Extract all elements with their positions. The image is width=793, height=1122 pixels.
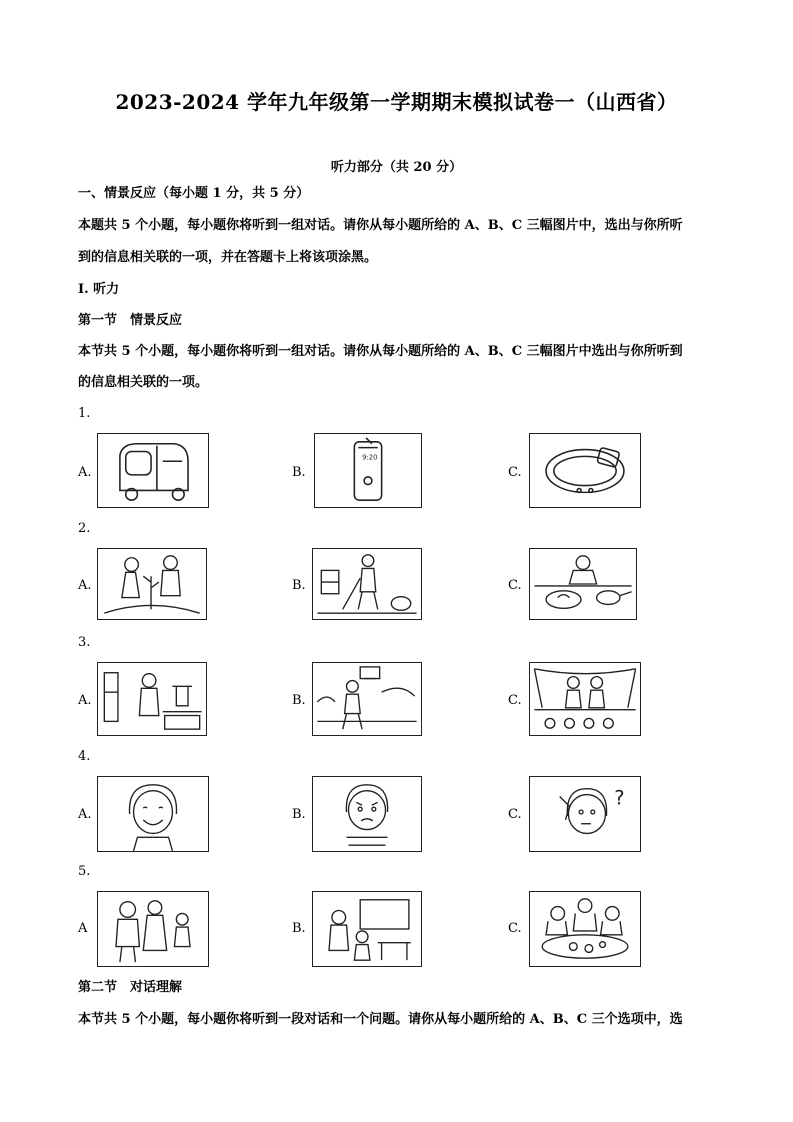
angry-girl-icon[interactable] — [312, 776, 422, 852]
smart-watch-icon[interactable] — [529, 433, 641, 508]
option-label: A. — [78, 578, 92, 593]
option-label: C. — [508, 921, 522, 936]
basketball-icon[interactable] — [312, 662, 422, 736]
party-table-icon[interactable] — [529, 891, 641, 967]
option-label: A. — [78, 465, 92, 480]
option-label: A. — [78, 807, 92, 822]
stage-show-icon[interactable] — [529, 662, 641, 736]
option-label: A. — [78, 693, 92, 708]
planting-trees-icon[interactable] — [97, 548, 207, 620]
option-label: C. — [508, 578, 522, 593]
family-icon[interactable] — [97, 891, 209, 967]
option-label: A — [78, 921, 88, 936]
option-label: B. — [292, 693, 306, 708]
section1-instruction-line1: 本节共 5 个小题，每小题你将听到一组对话。请你从每小题所给的 A、B、C 三幅图片中选出与你所听到 — [78, 344, 683, 359]
page-title: 2023-2024 学年九年级第一学期期末模拟试卷一（山西省） — [115, 90, 678, 114]
robot-car-icon[interactable] — [97, 433, 209, 508]
question-number: 2. — [78, 521, 91, 536]
question-number: 3. — [78, 635, 91, 650]
part1-heading: 一、情景反应（每小题 1 分，共 5 分） — [78, 186, 310, 201]
option-label: C. — [508, 465, 522, 480]
question-number: 5. — [78, 864, 91, 879]
section1-instruction-line2: 的信息相关联的一项。 — [78, 375, 209, 390]
part1-instruction-line2: 到的信息相关联的一项，并在答题卡上将该项涂黑。 — [78, 250, 378, 265]
question-number: 4. — [78, 749, 91, 764]
happy-girl-icon[interactable] — [97, 776, 209, 852]
listening-label: I. 听力 — [78, 282, 120, 297]
option-label: B. — [292, 807, 306, 822]
svg-text:9:20: 9:20 — [362, 453, 378, 462]
question-number: 1. — [78, 406, 91, 421]
cooking-icon[interactable] — [529, 548, 637, 620]
confused-girl-icon[interactable] — [529, 776, 641, 852]
option-label: B. — [292, 465, 306, 480]
option-label: C. — [508, 807, 522, 822]
vacuuming-icon[interactable] — [312, 548, 422, 620]
option-label: B. — [292, 578, 306, 593]
option-label: C. — [508, 693, 522, 708]
svg-text:?: ? — [614, 786, 625, 810]
section1-heading: 第一节 情景反应 — [78, 313, 183, 328]
smartphone-icon[interactable] — [314, 433, 422, 508]
science-lab-icon[interactable] — [97, 662, 207, 736]
classroom-icon[interactable] — [312, 891, 422, 967]
part1-instruction-line1: 本题共 5 个小题，每小题你将听到一组对话。请你从每小题所给的 A、B、C 三幅图片中，选出与你所听 — [78, 218, 683, 233]
option-label: B. — [292, 921, 306, 936]
section2-instruction-line1: 本节共 5 个小题，每小题你将听到一段对话和一个问题。请你从每小题所给的 A、B、C 三个选项中，选 — [78, 1012, 683, 1027]
section2-heading: 第二节 对话理解 — [78, 980, 183, 995]
section-heading: 听力部分（共 20 分） — [330, 160, 463, 175]
